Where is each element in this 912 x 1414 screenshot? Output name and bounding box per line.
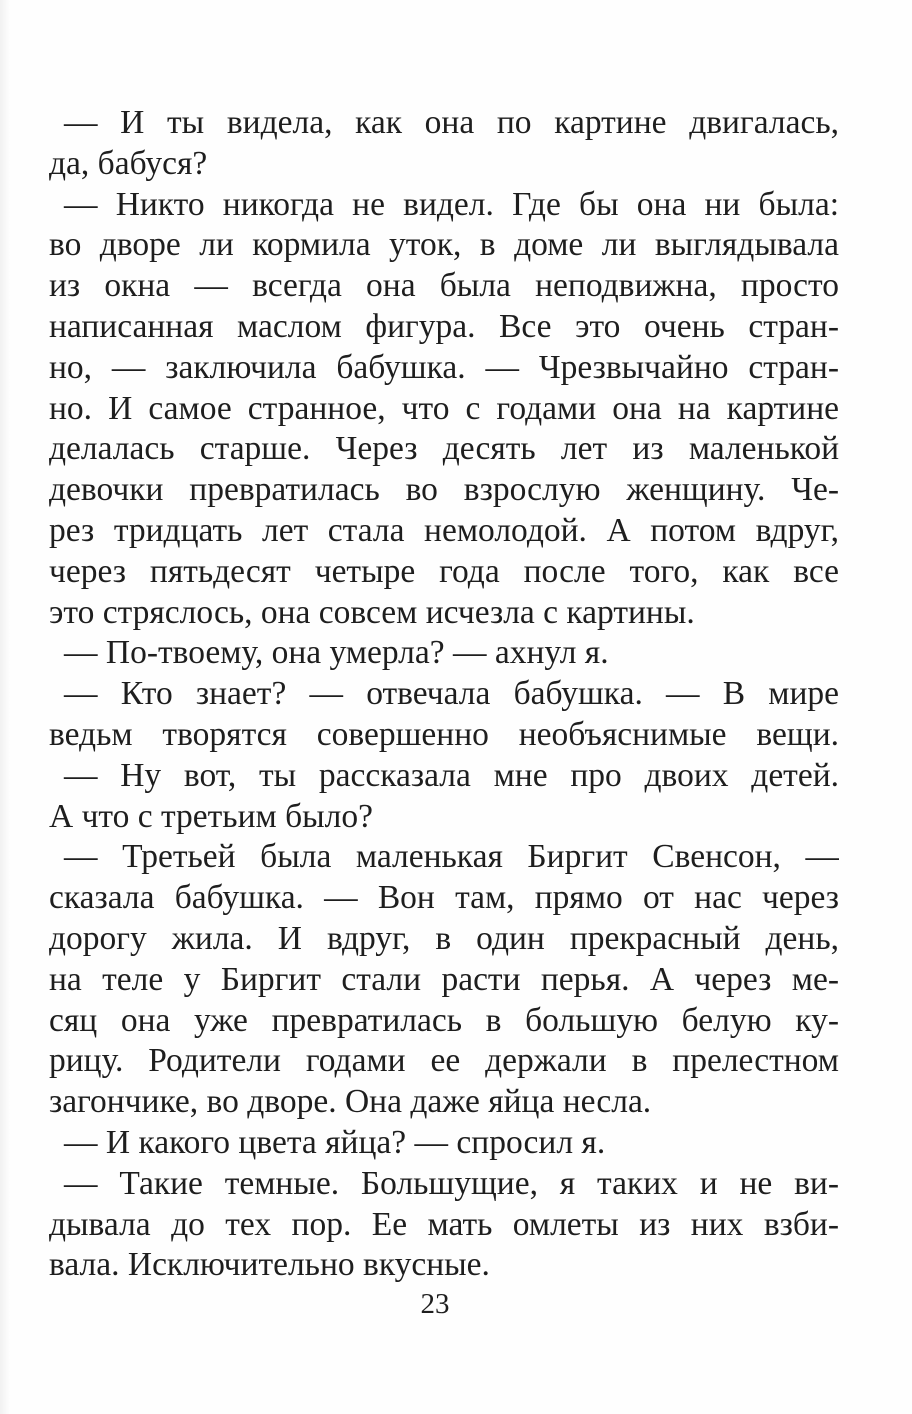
text-line: из окна — всегда она была неподвижна, просто — [49, 267, 839, 305]
text-line: но. И самое странное, что с годами она на картине — [49, 389, 839, 427]
text-line: на теле у Биргит стали расти перья. А через ме- — [49, 960, 839, 998]
text-line: да, бабуся? — [49, 144, 208, 182]
text-line: ведьм творятся совершенно необъяснимые вещи. — [49, 715, 839, 753]
text-line: дорогу жила. И вдруг, в один прекрасный день, — [49, 919, 839, 957]
text-line: написанная маслом фигура. Все это очень стран- — [49, 307, 839, 345]
body-text — [49, 103, 839, 1286]
text-line: но, — заключила бабушка. — Чрезвычайно стран- — [49, 348, 839, 386]
text-line: сяц она уже превратилась в большую белую ку- — [49, 1001, 839, 1039]
text-line: — И ты видела, как она по картине двигалась, — [64, 104, 839, 141]
page-edge-shadow — [0, 0, 10, 1414]
text-line: — По-твоему, она умерла? — ахнул я. — [64, 634, 609, 672]
text-line: — И какого цвета яйца? — спросил я. — [64, 1123, 606, 1161]
text-line: сказала бабушка. — Вон там, прямо от нас через — [49, 879, 839, 917]
text-line: через пятьдесят четыре года после того, как все — [49, 552, 839, 590]
text-line: — Такие темные. Большущие, я таких и не ви- — [64, 1164, 839, 1202]
text-line: во дворе ли кормила уток, в доме ли выглядывала — [49, 226, 839, 264]
text-line: это стряслось, она совсем исчезла с картины. — [49, 593, 695, 631]
text-line: рез тридцать лет стала немолодой. А потом вдруг, — [49, 511, 839, 549]
text-line: — Кто знает? — отвечала бабушка. — В мире — [64, 675, 839, 713]
page-number: 23 — [420, 1288, 450, 1320]
text-line: вала. Исключительно вкусные. — [49, 1246, 490, 1284]
text-line: А что с третьим было? — [49, 797, 373, 835]
text-line: — Третьей была маленькая Биргит Свенсон, — — [64, 838, 839, 876]
text-line: дывала до тех пор. Ее мать омлеты из них взби- — [49, 1205, 839, 1243]
text-line: рицу. Родители годами ее держали в прелестном — [49, 1042, 839, 1080]
text-line: загончике, во дворе. Она даже яйца несла. — [49, 1083, 652, 1121]
text-line: — Ну вот, ты рассказала мне про двоих детей. — [64, 756, 839, 794]
text-line: девочки превратилась во взрослую женщину. Че- — [49, 471, 839, 509]
text-line: делалась старше. Через десять лет из маленькой — [49, 430, 839, 468]
text-line: — Никто никогда не видел. Где бы она ни была: — [64, 185, 839, 223]
